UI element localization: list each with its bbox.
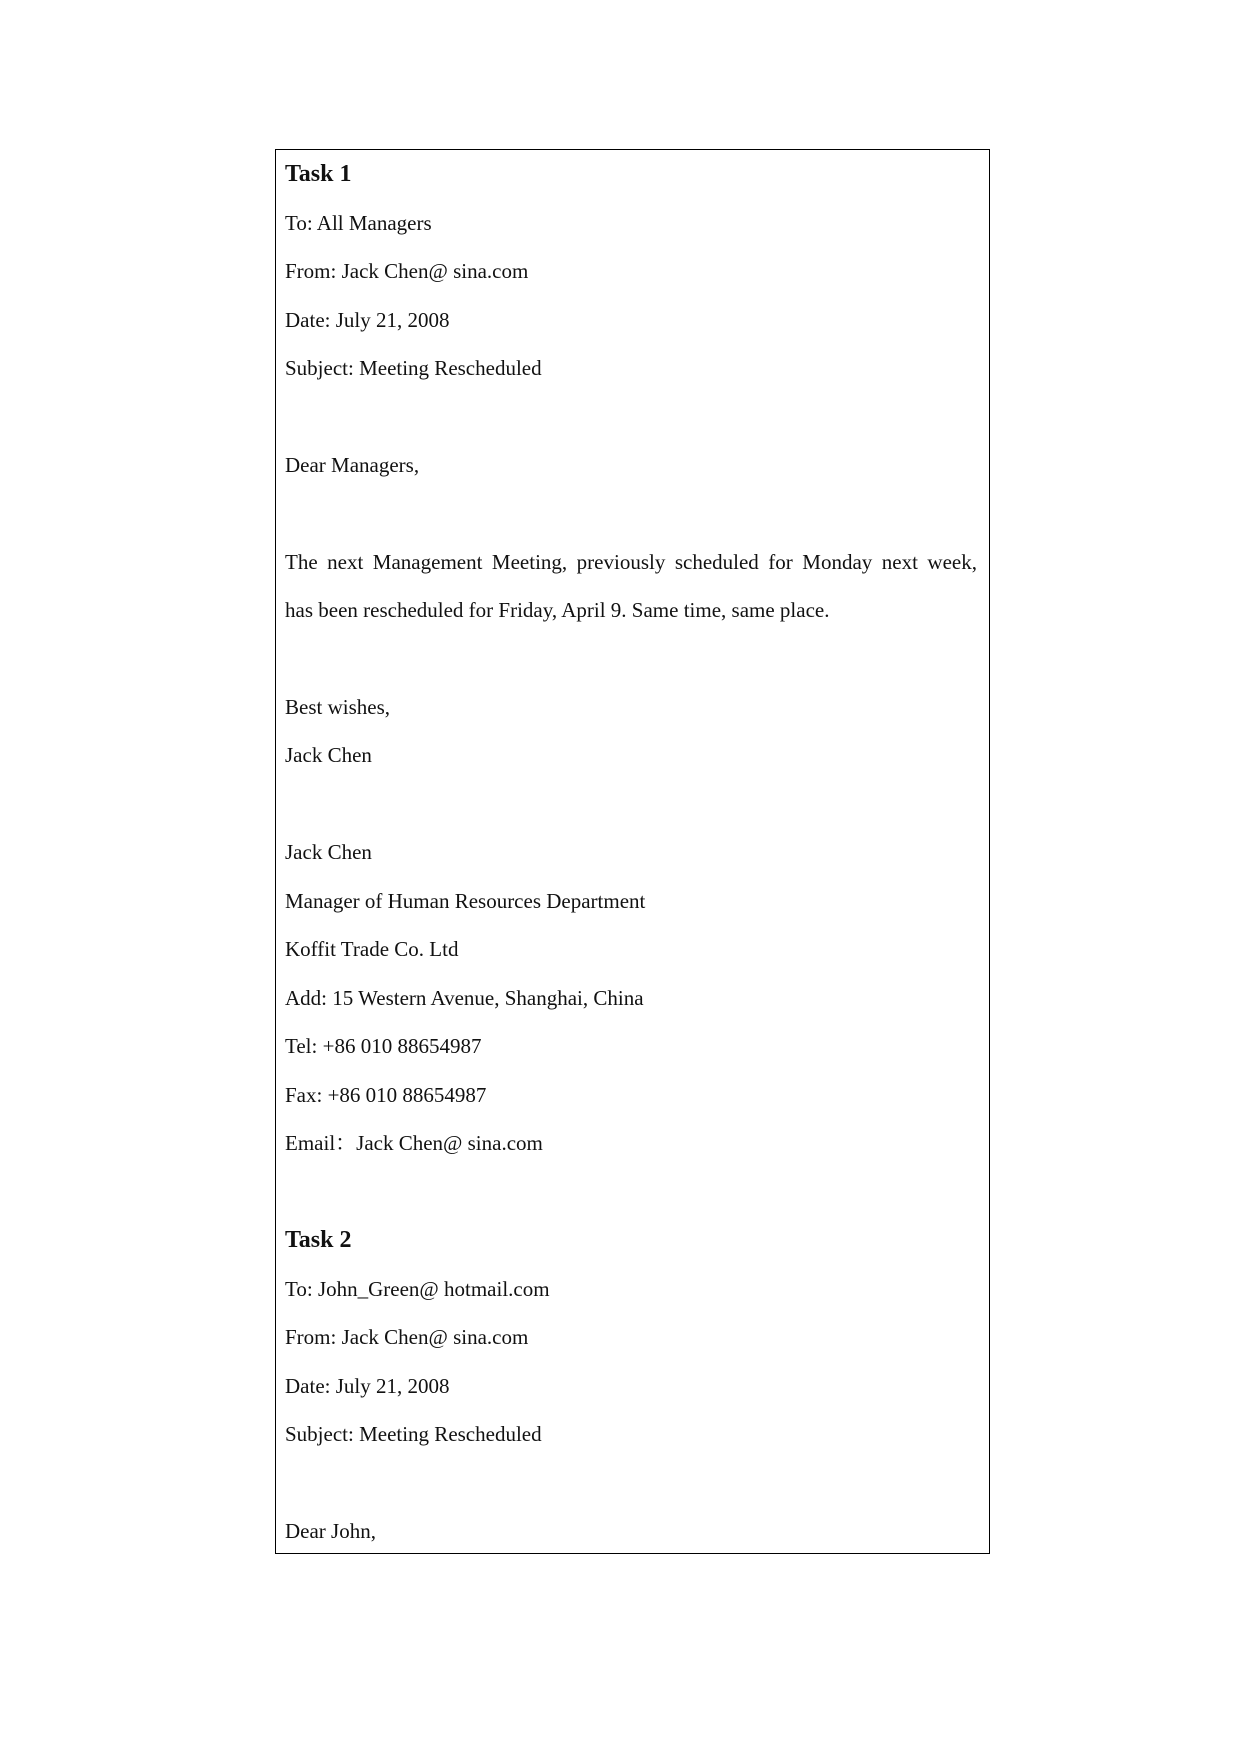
task1-body-line-2: has been rescheduled for Friday, April 9. Same time, same place.: [285, 598, 830, 622]
task1-salutation: Dear Managers,: [285, 453, 420, 477]
task1-heading: Task 1: [285, 161, 352, 187]
signature-name: Jack Chen: [285, 840, 372, 864]
task2-subject: Subject: Meeting Rescheduled: [285, 1422, 542, 1446]
task2-from: From: Jack Chen@ sina.com: [285, 1325, 529, 1349]
signature-email: Email：Jack Chen@ sina.com: [285, 1131, 543, 1155]
signature-tel: Tel: +86 010 88654987: [285, 1034, 482, 1058]
signature-fax: Fax: +86 010 88654987: [285, 1083, 487, 1107]
task1-closing-name: Jack Chen: [285, 743, 372, 767]
signature-address: Add: 15 Western Avenue, Shanghai, China: [285, 986, 644, 1010]
task1-subject: Subject: Meeting Rescheduled: [285, 356, 542, 380]
task1-closing: Best wishes,: [285, 695, 390, 719]
task1-to: To: All Managers: [285, 211, 432, 235]
signature-title: Manager of Human Resources Department: [285, 889, 646, 913]
task1-date: Date: July 21, 2008: [285, 308, 450, 332]
task2-date: Date: July 21, 2008: [285, 1374, 450, 1398]
task2-heading: Task 2: [285, 1227, 352, 1253]
task2-to: To: John_Green@ hotmail.com: [285, 1277, 550, 1301]
task2-salutation: Dear John,: [285, 1519, 376, 1543]
task1-body-line-1: The next Management Meeting, previously scheduled for Monday next week,: [285, 550, 977, 574]
task1-from: From: Jack Chen@ sina.com: [285, 259, 529, 283]
signature-company: Koffit Trade Co. Ltd: [285, 937, 459, 961]
